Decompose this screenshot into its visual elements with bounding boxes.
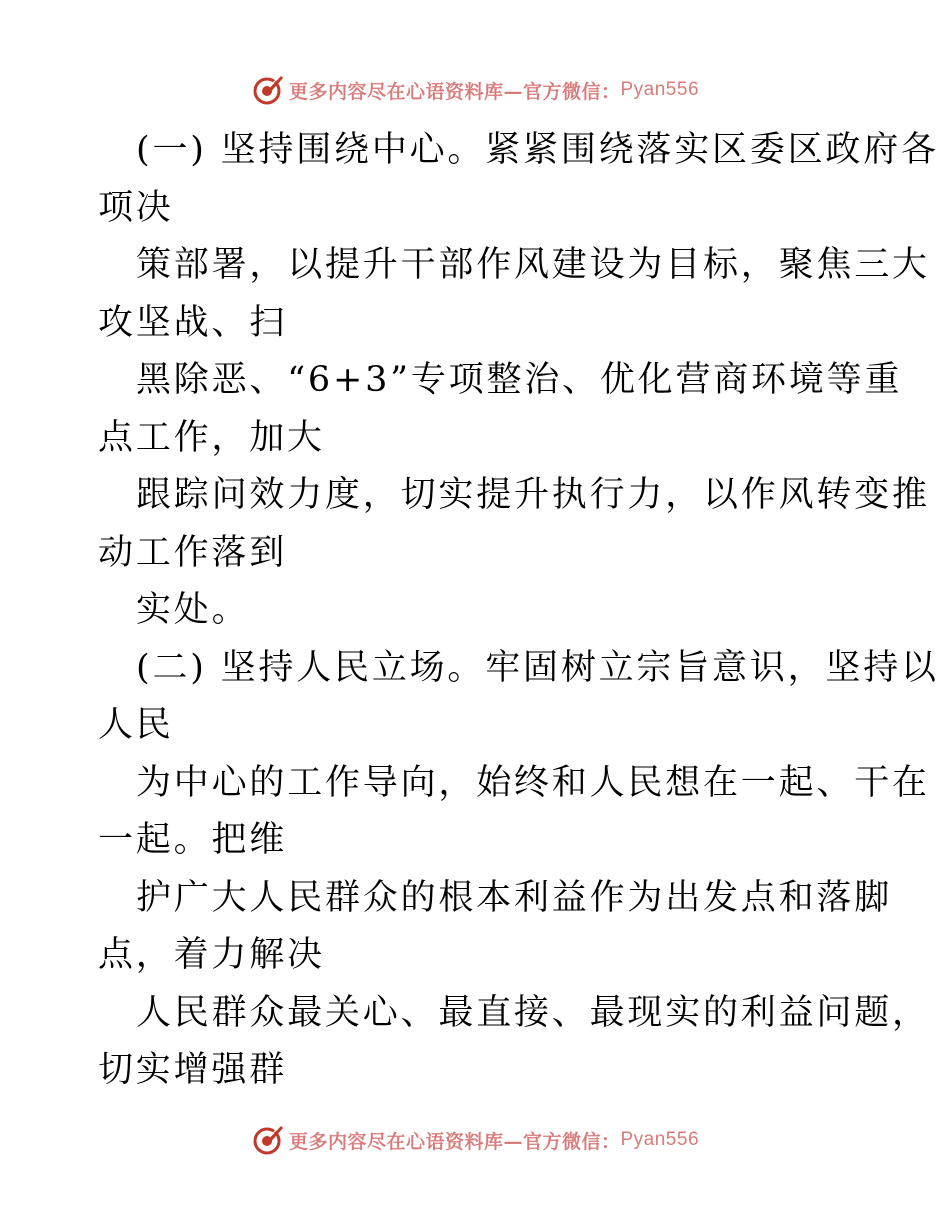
header-banner	[0, 70, 950, 110]
text-line: 切实增强群	[98, 1050, 288, 1090]
text-line: 攻坚战、扫	[98, 302, 288, 343]
text-line: (二) 坚持人民立场。牢固树立宗旨意识，坚持以	[136, 647, 939, 688]
text-line: 为中心的工作导向，始终和人民想在一起、干在	[136, 762, 930, 803]
banner-text: 更多内容尽在心语资料库—官方微信：	[288, 80, 621, 103]
wechat-id: Pyan556	[620, 1129, 700, 1150]
text-line: 策部署，以提升干部作风建设为目标，聚焦三大	[136, 245, 930, 285]
text-line: 项决	[98, 187, 174, 228]
banner-text: 更多内容尽在心语资料库—官方微信：	[288, 1130, 621, 1153]
wechat-id: Pyan556	[620, 79, 700, 100]
text-line: 实处。	[136, 590, 250, 630]
text-line: 动工作落到	[98, 532, 288, 573]
quill-pen-logo-icon	[251, 73, 285, 107]
document-body	[98, 122, 939, 1100]
text-line: 跟踪问效力度，切实提升执行力，以作风转变推	[136, 475, 930, 515]
footer-banner	[0, 1120, 950, 1160]
text-line: 黑除恶、“6+3”专项整治、优化营商环境等重	[136, 360, 903, 400]
text-line: 一起。把维	[98, 820, 288, 860]
text-line: 点，着力解决	[98, 935, 325, 975]
text-line: 护广大人民群众的根本利益作为出发点和落脚	[136, 877, 893, 918]
text-line: 点工作，加大	[98, 417, 325, 458]
text-line: 人民群众最关心、最直接、最现实的利益问题，	[136, 992, 930, 1033]
text-line: (一) 坚持围绕中心。紧紧围绕落实区委区政府各	[136, 130, 939, 170]
quill-pen-logo-icon	[251, 1123, 285, 1157]
text-line: 人民	[98, 705, 174, 745]
